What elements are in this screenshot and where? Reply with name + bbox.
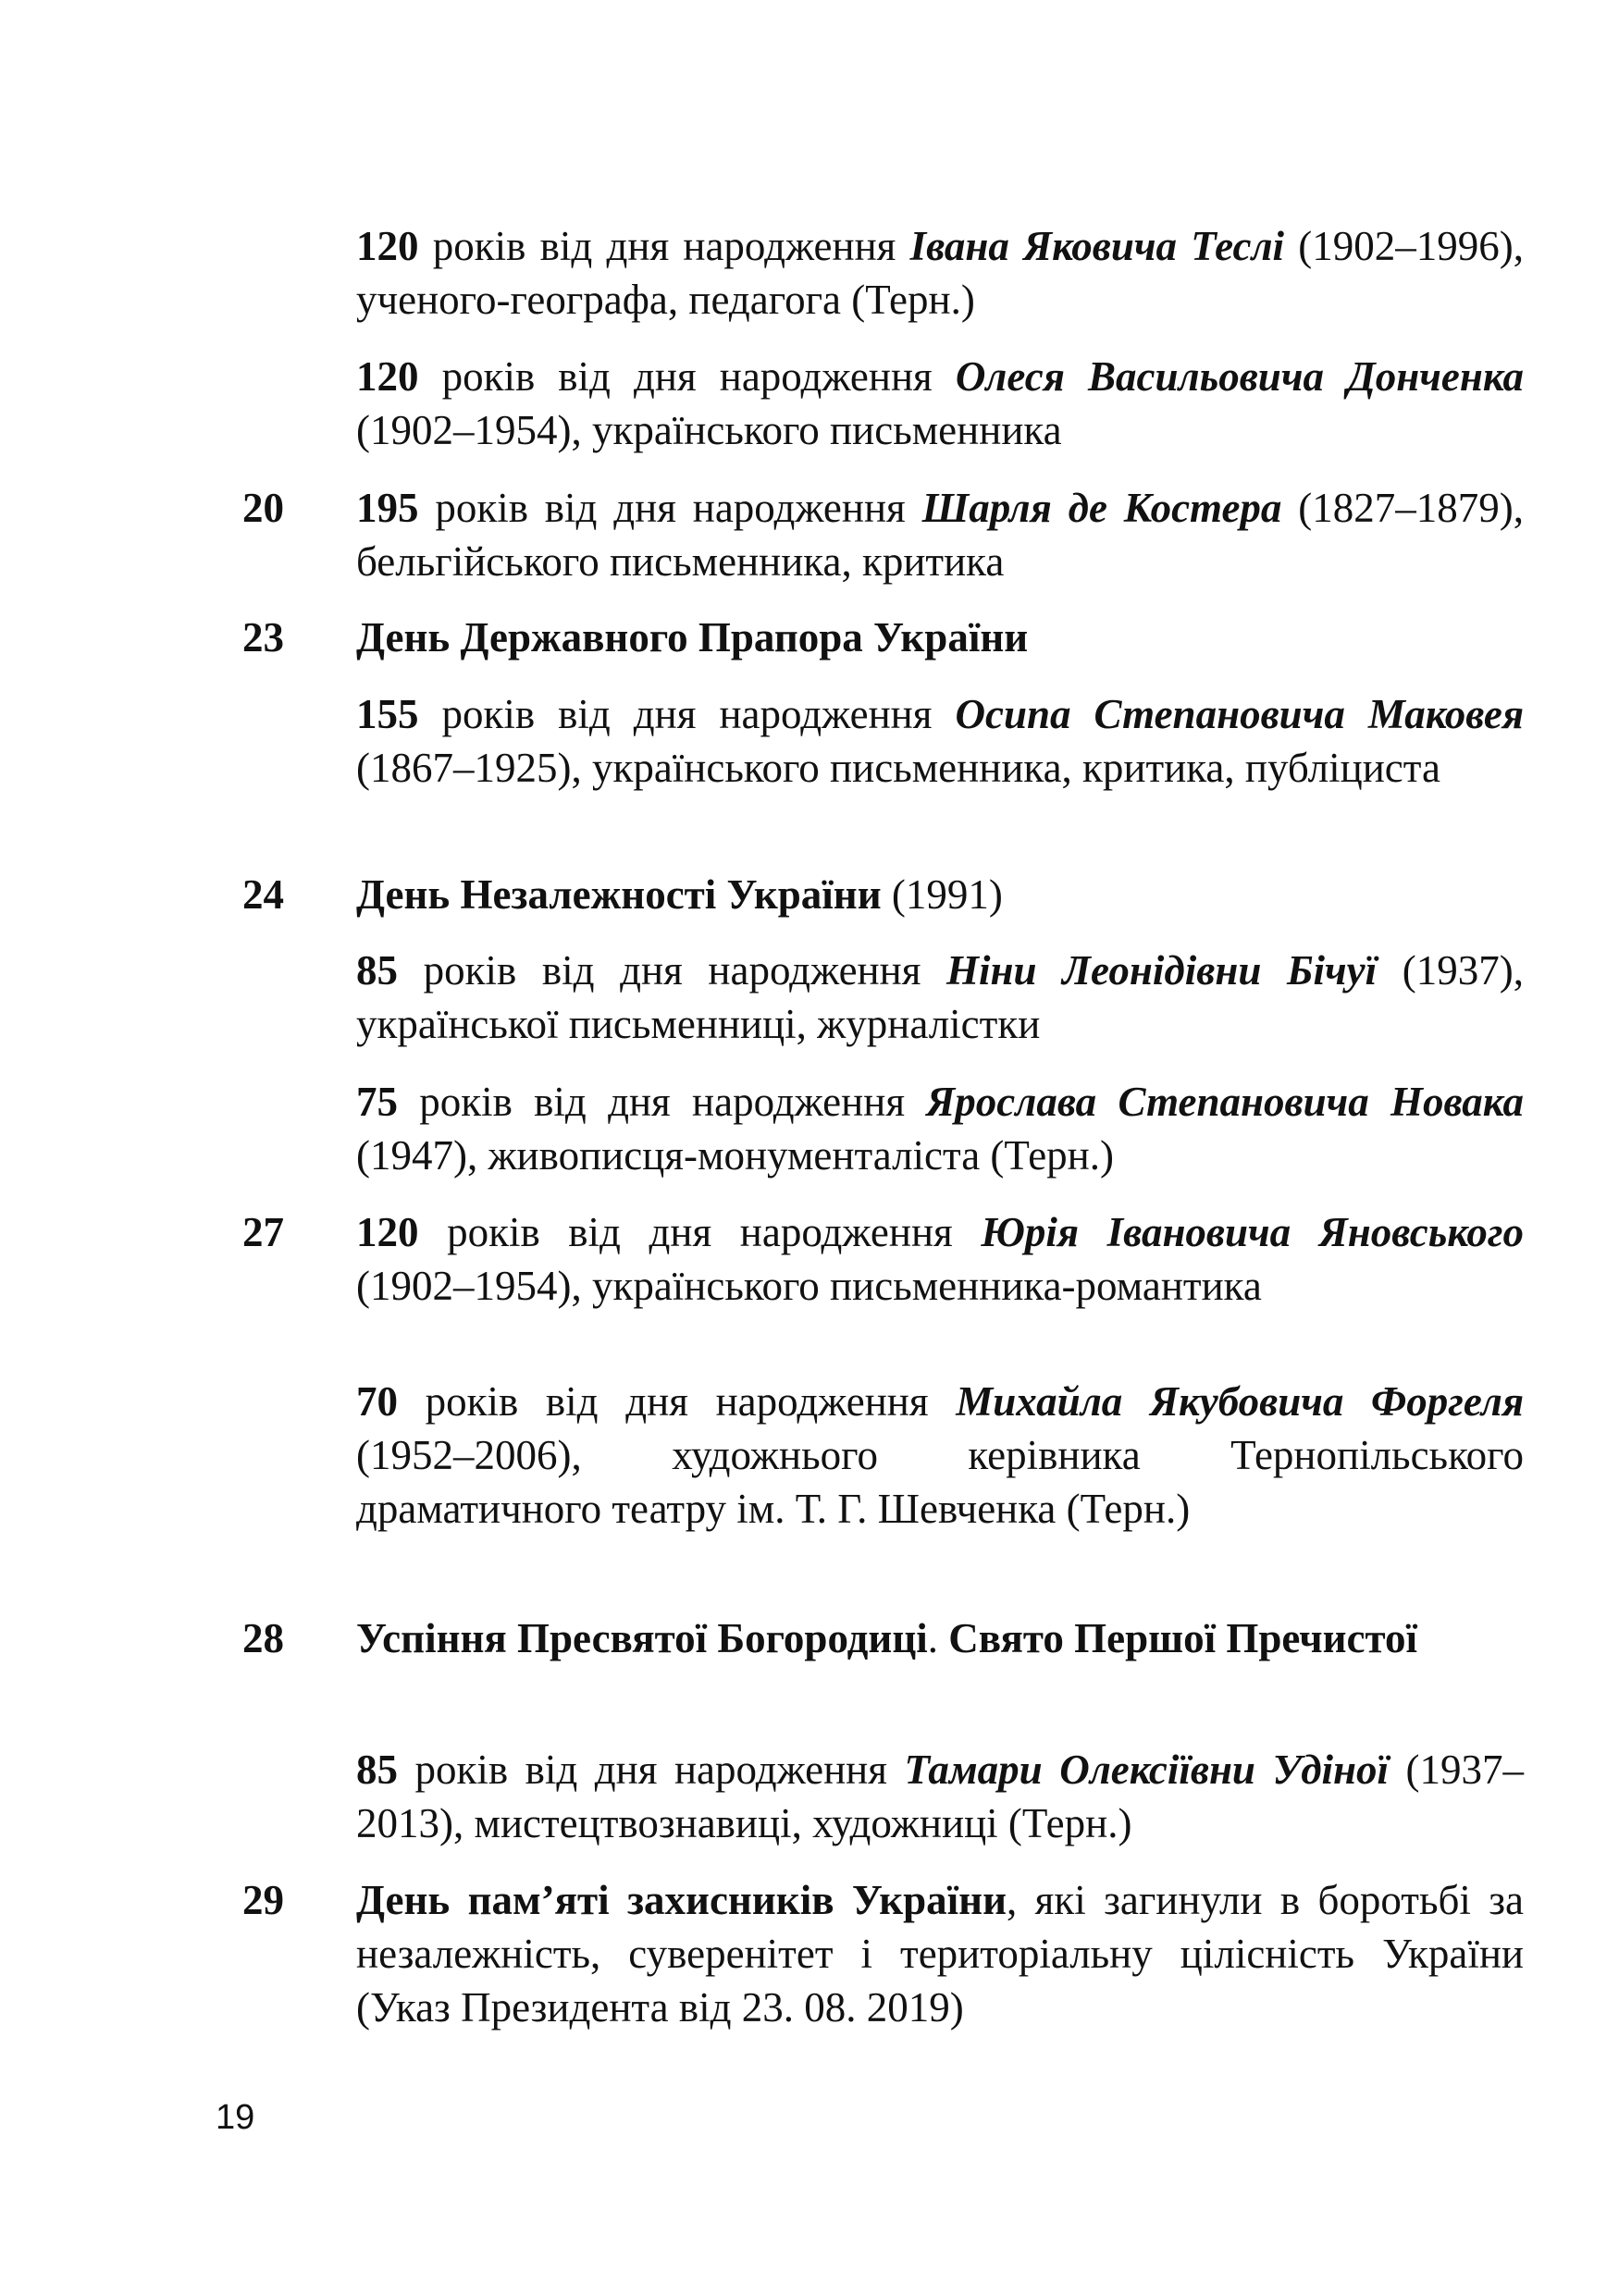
entry-bold-text: 75 — [356, 1079, 398, 1125]
entry-plain-text: років від дня народження — [398, 947, 947, 994]
entry-plain-text: (1827–1879), бельгійського письменника, критика — [356, 485, 1524, 585]
entry-plain-text: років від дня народження — [418, 1209, 982, 1255]
entry-plain-text: років від дня народження — [418, 485, 922, 531]
entry-day: 23 — [242, 614, 284, 660]
entry-text — [356, 687, 1524, 795]
entry-day: 29 — [242, 1877, 284, 1923]
entry-text — [356, 1611, 1524, 1665]
person-name: Івана Яковича Теслі — [909, 223, 1285, 269]
entry-bold-text: День пам’яті захисників України — [356, 1877, 1007, 1923]
entry-text — [356, 868, 1524, 921]
entry-text — [356, 481, 1524, 588]
person-name: Тамари Олексіївни Удіної — [904, 1747, 1390, 1793]
entry-plain-text: . — [927, 1615, 949, 1661]
person-name: Осипа Степановича Маковея — [955, 691, 1525, 737]
person-name: Ніни Леонідівни Бічуї — [946, 947, 1378, 994]
entry-plain-text: (1937), української письменниці, журналістки — [356, 947, 1524, 1047]
person-name: Шарля де Костера — [921, 485, 1282, 531]
entry-plain-text: (1991) — [881, 871, 1003, 918]
entry-bold-text: День Незалежності України — [356, 871, 882, 918]
entry-plain-text: (1902–1996), ученого-географа, педагога (Терн.) — [356, 223, 1525, 323]
person-name: Ярослава Степановича Новака — [926, 1079, 1524, 1125]
entry-bold-text: 120 — [356, 353, 419, 400]
entry-text — [356, 1743, 1524, 1850]
entry-plain-text: років від дня народження — [398, 1378, 957, 1425]
entry-bold-text: 155 — [356, 691, 419, 737]
entry-day: 20 — [242, 485, 284, 531]
page-number: 19 — [216, 2098, 255, 2137]
entry-bold-text: 120 — [356, 223, 419, 269]
entry-plain-text: (1947), живописця-монументаліста (Терн.) — [356, 1132, 1114, 1179]
entry-bold-text: Свято Першої Пречистої — [948, 1615, 1418, 1661]
entry-day: 24 — [242, 871, 284, 918]
entry-bold-text: 70 — [356, 1378, 398, 1425]
entry-plain-text: (1937–2013), мистецтвознавиці, художниці (Терн.) — [356, 1747, 1525, 1846]
entry-text — [356, 611, 1524, 664]
entry-bold-text: 85 — [356, 1747, 398, 1793]
entry-plain-text: (1952–2006), художнього керівника Тернопільського драматичного театру ім. Т. Г. Шевченка (Терн.) — [356, 1432, 1524, 1532]
entry-plain-text: років від дня народження — [398, 1079, 927, 1125]
entry-text — [356, 1075, 1524, 1182]
entry-plain-text: (1902–1954), українського письменника — [356, 407, 1062, 453]
entry-text — [356, 1375, 1524, 1536]
entry-bold-text: 85 — [356, 947, 398, 994]
entry-bold-text: Успіння Пресвятої Богородиці — [356, 1615, 928, 1661]
entry-bold-text: День Державного Прапора України — [356, 614, 1029, 660]
person-name: Михайла Якубовича Форгеля — [956, 1378, 1524, 1425]
entry-text — [356, 1873, 1524, 2034]
entry-plain-text: (1902–1954), українського письменника-романтика — [356, 1263, 1262, 1309]
entry-text — [356, 944, 1524, 1051]
entry-text — [356, 219, 1524, 327]
entry-plain-text: , які загинули в боротьбі за незалежність, суверенітет і територіальну цілісність України (Указ Президента від 23. 08. 2019) — [356, 1877, 1524, 2031]
entry-day: 27 — [242, 1209, 284, 1255]
entry-plain-text: років від дня народження — [418, 353, 956, 400]
entry-text — [356, 1205, 1524, 1313]
entry-bold-text: 120 — [356, 1209, 419, 1255]
entry-plain-text: років від дня народження — [418, 223, 910, 269]
entry-plain-text: (1867–1925), українського письменника, критика, публіциста — [356, 745, 1440, 791]
person-name: Олеся Васильовича Донченка — [955, 353, 1525, 400]
entry-bold-text: 195 — [356, 485, 419, 531]
entry-text — [356, 350, 1524, 457]
entry-plain-text: років від дня народження — [418, 691, 956, 737]
entry-plain-text: років від дня народження — [398, 1747, 905, 1793]
person-name: Юрія Івановича Яновського — [981, 1209, 1525, 1255]
entry-day: 28 — [242, 1615, 284, 1661]
